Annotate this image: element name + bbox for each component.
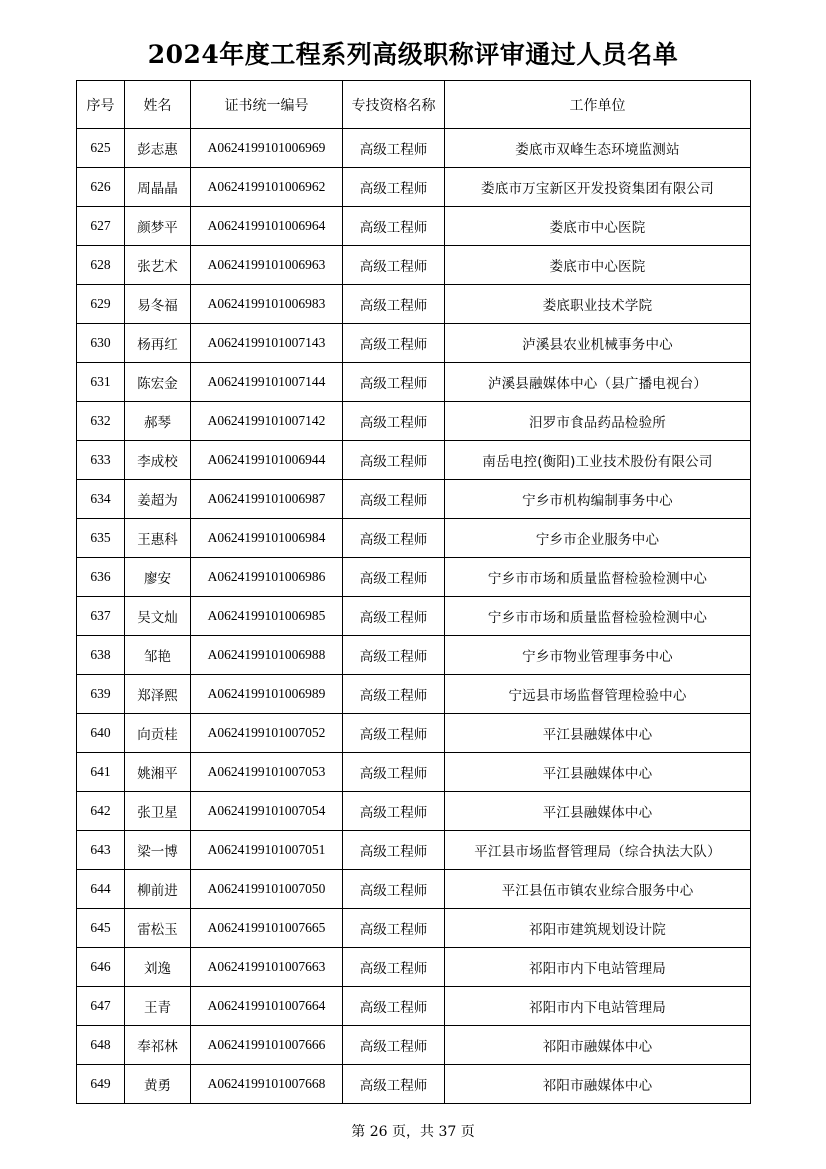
- name-cell: 奉祁林: [125, 1026, 191, 1065]
- table-row: [77, 402, 751, 441]
- name-cell: 郑泽熙: [125, 675, 191, 714]
- certificate-number-cell: A0624199101006989: [191, 675, 343, 714]
- name-cell: 吴文灿: [125, 597, 191, 636]
- name-cell: 王惠科: [125, 519, 191, 558]
- table-row: [77, 480, 751, 519]
- table-row: [77, 207, 751, 246]
- table-row: [77, 1065, 751, 1104]
- serial-number-cell: 633: [77, 441, 125, 480]
- certificate-number-cell: A0624199101007054: [191, 792, 343, 831]
- qualification-cell: 高级工程师: [343, 324, 445, 363]
- table-row: [77, 246, 751, 285]
- serial-number-cell: 643: [77, 831, 125, 870]
- table-row: [77, 1026, 751, 1065]
- qualification-cell: 高级工程师: [343, 441, 445, 480]
- name-cell: 陈宏金: [125, 363, 191, 402]
- serial-number-cell: 630: [77, 324, 125, 363]
- qualification-cell: 高级工程师: [343, 480, 445, 519]
- serial-number-cell: 642: [77, 792, 125, 831]
- certificate-number-cell: A0624199101007664: [191, 987, 343, 1026]
- qualification-cell: 高级工程师: [343, 870, 445, 909]
- serial-number-cell: 644: [77, 870, 125, 909]
- work-unit-cell: 祁阳市建筑规划设计院: [445, 909, 751, 948]
- name-cell: 廖安: [125, 558, 191, 597]
- name-cell: 郝琴: [125, 402, 191, 441]
- name-cell: 雷松玉: [125, 909, 191, 948]
- work-unit-cell: 祁阳市内下电站管理局: [445, 948, 751, 987]
- header-qualification: 专技资格名称: [343, 81, 445, 129]
- name-cell: 姜超为: [125, 480, 191, 519]
- qualification-cell: 高级工程师: [343, 636, 445, 675]
- certificate-number-cell: A0624199101006983: [191, 285, 343, 324]
- work-unit-cell: 宁乡市机构编制事务中心: [445, 480, 751, 519]
- certificate-number-cell: A0624199101007050: [191, 870, 343, 909]
- serial-number-cell: 649: [77, 1065, 125, 1104]
- work-unit-cell: 娄底市万宝新区开发投资集团有限公司: [445, 168, 751, 207]
- serial-number-cell: 645: [77, 909, 125, 948]
- table-row: [77, 948, 751, 987]
- serial-number-cell: 634: [77, 480, 125, 519]
- work-unit-cell: 平江县市场监督管理局（综合执法大队）: [445, 831, 751, 870]
- serial-number-cell: 640: [77, 714, 125, 753]
- certificate-number-cell: A0624199101006964: [191, 207, 343, 246]
- certificate-number-cell: A0624199101007666: [191, 1026, 343, 1065]
- serial-number-cell: 628: [77, 246, 125, 285]
- serial-number-cell: 638: [77, 636, 125, 675]
- work-unit-cell: 泸溪县融媒体中心（县广播电视台）: [445, 363, 751, 402]
- table-row: [77, 558, 751, 597]
- work-unit-cell: 祁阳市内下电站管理局: [445, 987, 751, 1026]
- serial-number-cell: 639: [77, 675, 125, 714]
- table-row: [77, 441, 751, 480]
- table-row: [77, 909, 751, 948]
- certificate-number-cell: A0624199101007668: [191, 1065, 343, 1104]
- serial-number-cell: 627: [77, 207, 125, 246]
- name-cell: 黄勇: [125, 1065, 191, 1104]
- name-cell: 彭志惠: [125, 129, 191, 168]
- table-row: [77, 714, 751, 753]
- certificate-number-cell: A0624199101007052: [191, 714, 343, 753]
- serial-number-cell: 641: [77, 753, 125, 792]
- work-unit-cell: 祁阳市融媒体中心: [445, 1026, 751, 1065]
- roster-table: [76, 80, 751, 1104]
- work-unit-cell: 娄底职业技术学院: [445, 285, 751, 324]
- serial-number-cell: 647: [77, 987, 125, 1026]
- certificate-number-cell: A0624199101007144: [191, 363, 343, 402]
- table-row: [77, 831, 751, 870]
- work-unit-cell: 泸溪县农业机械事务中心: [445, 324, 751, 363]
- serial-number-cell: 636: [77, 558, 125, 597]
- name-cell: 李成校: [125, 441, 191, 480]
- work-unit-cell: 宁乡市市场和质量监督检验检测中心: [445, 597, 751, 636]
- certificate-number-cell: A0624199101006944: [191, 441, 343, 480]
- table-row: [77, 129, 751, 168]
- qualification-cell: 高级工程师: [343, 558, 445, 597]
- table-row: [77, 753, 751, 792]
- qualification-cell: 高级工程师: [343, 129, 445, 168]
- qualification-cell: 高级工程师: [343, 987, 445, 1026]
- certificate-number-cell: A0624199101007665: [191, 909, 343, 948]
- certificate-number-cell: A0624199101006984: [191, 519, 343, 558]
- serial-number-cell: 646: [77, 948, 125, 987]
- work-unit-cell: 娄底市中心医院: [445, 246, 751, 285]
- qualification-cell: 高级工程师: [343, 675, 445, 714]
- work-unit-cell: 宁乡市市场和质量监督检验检测中心: [445, 558, 751, 597]
- name-cell: 王青: [125, 987, 191, 1026]
- table-body: [77, 129, 751, 1104]
- work-unit-cell: 宁远县市场监督管理检验中心: [445, 675, 751, 714]
- certificate-number-cell: A0624199101007663: [191, 948, 343, 987]
- work-unit-cell: 汨罗市食品药品检验所: [445, 402, 751, 441]
- name-cell: 柳前进: [125, 870, 191, 909]
- qualification-cell: 高级工程师: [343, 519, 445, 558]
- name-cell: 邹艳: [125, 636, 191, 675]
- serial-number-cell: 625: [77, 129, 125, 168]
- name-cell: 刘逸: [125, 948, 191, 987]
- serial-number-cell: 648: [77, 1026, 125, 1065]
- table-row: [77, 792, 751, 831]
- name-cell: 向贡桂: [125, 714, 191, 753]
- work-unit-cell: 娄底市中心医院: [445, 207, 751, 246]
- name-cell: 周晶晶: [125, 168, 191, 207]
- header-name: 姓名: [125, 81, 191, 129]
- work-unit-cell: 娄底市双峰生态环境监测站: [445, 129, 751, 168]
- table-row: [77, 324, 751, 363]
- qualification-cell: 高级工程师: [343, 402, 445, 441]
- work-unit-cell: 祁阳市融媒体中心: [445, 1065, 751, 1104]
- serial-number-cell: 631: [77, 363, 125, 402]
- table-row: [77, 168, 751, 207]
- name-cell: 杨再红: [125, 324, 191, 363]
- qualification-cell: 高级工程师: [343, 753, 445, 792]
- table-row: [77, 675, 751, 714]
- certificate-number-cell: A0624199101007142: [191, 402, 343, 441]
- qualification-cell: 高级工程师: [343, 831, 445, 870]
- qualification-cell: 高级工程师: [343, 363, 445, 402]
- table-row: [77, 636, 751, 675]
- header-work-unit: 工作单位: [445, 81, 751, 129]
- work-unit-cell: 平江县融媒体中心: [445, 753, 751, 792]
- table-row: [77, 597, 751, 636]
- certificate-number-cell: A0624199101007053: [191, 753, 343, 792]
- certificate-number-cell: A0624199101007143: [191, 324, 343, 363]
- qualification-cell: 高级工程师: [343, 792, 445, 831]
- table-row: [77, 285, 751, 324]
- certificate-number-cell: A0624199101006986: [191, 558, 343, 597]
- certificate-number-cell: A0624199101006988: [191, 636, 343, 675]
- serial-number-cell: 626: [77, 168, 125, 207]
- qualification-cell: 高级工程师: [343, 246, 445, 285]
- page-number-label: 第 26 页，共 37 页: [351, 1124, 475, 1140]
- serial-number-cell: 637: [77, 597, 125, 636]
- certificate-number-cell: A0624199101006963: [191, 246, 343, 285]
- serial-number-cell: 629: [77, 285, 125, 324]
- certificate-number-cell: A0624199101006962: [191, 168, 343, 207]
- certificate-number-cell: A0624199101007051: [191, 831, 343, 870]
- work-unit-cell: 南岳电控(衡阳)工业技术股份有限公司: [445, 441, 751, 480]
- name-cell: 张卫星: [125, 792, 191, 831]
- page-title: 2024年度工程系列高级职称评审通过人员名单: [147, 40, 679, 69]
- qualification-cell: 高级工程师: [343, 1026, 445, 1065]
- qualification-cell: 高级工程师: [343, 1065, 445, 1104]
- qualification-cell: 高级工程师: [343, 948, 445, 987]
- serial-number-cell: 635: [77, 519, 125, 558]
- name-cell: 易冬福: [125, 285, 191, 324]
- qualification-cell: 高级工程师: [343, 168, 445, 207]
- certificate-number-cell: A0624199101006985: [191, 597, 343, 636]
- work-unit-cell: 宁乡市企业服务中心: [445, 519, 751, 558]
- name-cell: 张艺术: [125, 246, 191, 285]
- table-row: [77, 363, 751, 402]
- page-footer: [0, 1122, 826, 1142]
- work-unit-cell: 宁乡市物业管理事务中心: [445, 636, 751, 675]
- table-row: [77, 987, 751, 1026]
- serial-number-cell: 632: [77, 402, 125, 441]
- qualification-cell: 高级工程师: [343, 909, 445, 948]
- table-row: [77, 519, 751, 558]
- name-cell: 梁一博: [125, 831, 191, 870]
- certificate-number-cell: A0624199101006969: [191, 129, 343, 168]
- qualification-cell: 高级工程师: [343, 597, 445, 636]
- table-row: [77, 870, 751, 909]
- name-cell: 姚湘平: [125, 753, 191, 792]
- qualification-cell: 高级工程师: [343, 285, 445, 324]
- certificate-number-cell: A0624199101006987: [191, 480, 343, 519]
- qualification-cell: 高级工程师: [343, 714, 445, 753]
- header-certificate-number: 证书统一编号: [191, 81, 343, 129]
- work-unit-cell: 平江县融媒体中心: [445, 714, 751, 753]
- name-cell: 颜梦平: [125, 207, 191, 246]
- table-header-row: [77, 81, 751, 129]
- header-serial-number: 序号: [77, 81, 125, 129]
- qualification-cell: 高级工程师: [343, 207, 445, 246]
- work-unit-cell: 平江县伍市镇农业综合服务中心: [445, 870, 751, 909]
- work-unit-cell: 平江县融媒体中心: [445, 792, 751, 831]
